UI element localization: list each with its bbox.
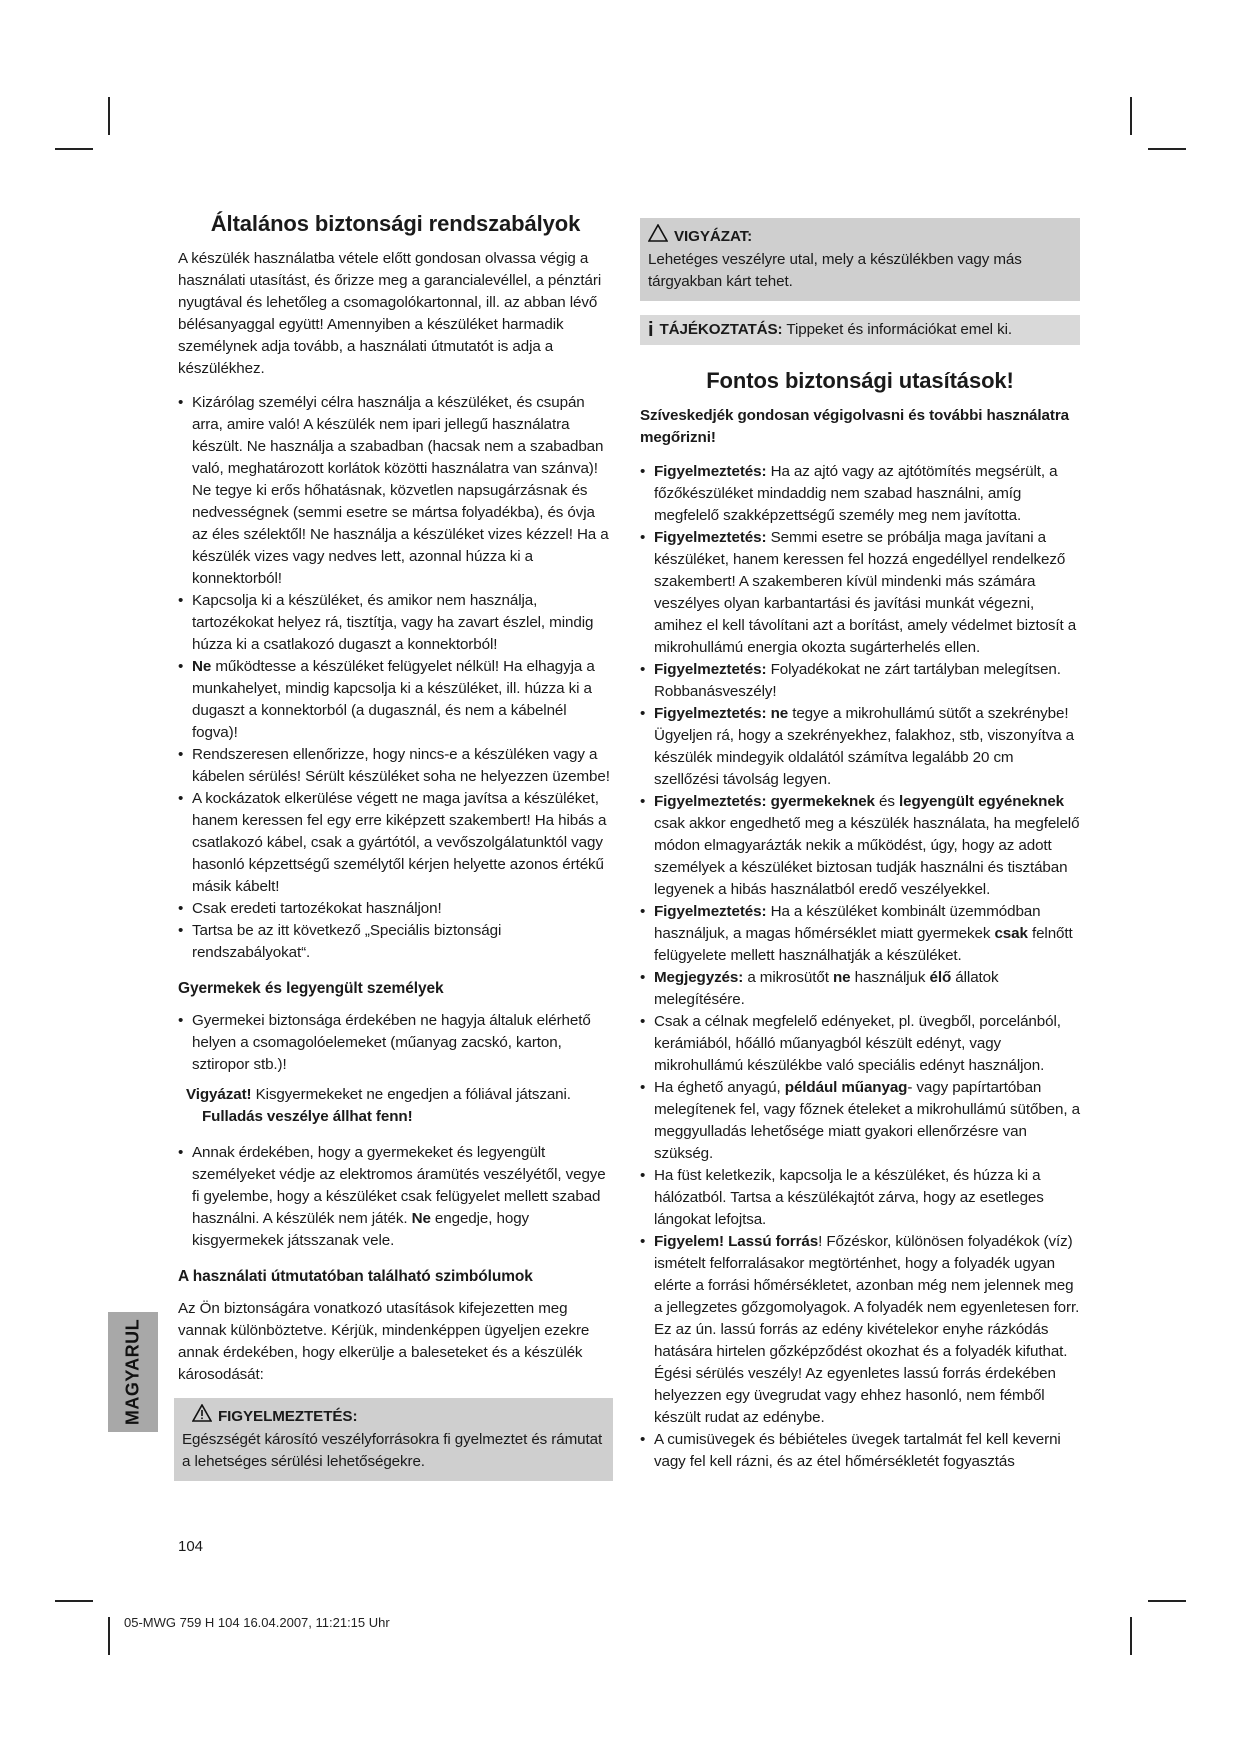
- list-item-bold: Megjegyzés:: [654, 969, 744, 986]
- list-item-text: Rendszeresen ellenőrizze, hogy nincs-e a készüléken vagy a kábelen sérülés! Sérült készüléket soha ne helyezzen üzembe!: [192, 746, 610, 785]
- list-item-text: Annak érdekében, hogy a gyermekeket és legyengült személyeket védje az elektromos áramütés veszélyétől, vegye fi gyelembe, hogy a készüléket csak felügyelet mellett szabad használni. A készülék nem játék.: [192, 1144, 606, 1227]
- crop-mark: [1148, 1600, 1186, 1602]
- lead-bold: Szíveskedjék gondosan végigolvasni és további használatra megőrizni!: [640, 407, 1069, 446]
- list-item: [178, 744, 613, 788]
- list-item: [640, 967, 1080, 1011]
- list-item-bold: Figyelmeztetés:: [654, 463, 767, 480]
- list-item-text: Folyadékokat ne zárt tartályban melegítsen. Robbanásveszély!: [654, 661, 1061, 700]
- crop-mark: [1148, 148, 1186, 150]
- list-item-bold: Ne: [411, 1210, 431, 1227]
- figyelmeztetes-label: FIGYELMEZTETÉS:: [218, 1407, 358, 1425]
- list-item-bold: ne: [832, 969, 851, 986]
- symbols-heading: A használati útmutatóban található szimbólumok: [178, 1268, 533, 1285]
- list-item: [178, 590, 613, 656]
- list-item-text: Ha füst keletkezik, kapcsolja le a készüléket, és húzza ki a hálózatból. Tartsa a készülékajtót zárva, hogy az esetleges lángokat lefojtsa.: [654, 1167, 1044, 1228]
- vigyazat-box: [640, 218, 1080, 301]
- crop-mark: [1130, 1617, 1132, 1655]
- info-label: TÁJÉKOZTATÁS:: [659, 321, 783, 338]
- list-item: [178, 1010, 613, 1076]
- list-item: [640, 1231, 1080, 1429]
- list-item-text: ! Főzéskor, különösen folyadékok (víz) ismételt felforralásakor megtörténhet, hogy a folyadék ugyan elérte a forrási hőmérsékletet, azonban még nem jelennek meg a jellegzetes gőzgomolyagok. A folyadék nem egyenletesen forr. Ez az ún. lassú forrás az edény kivételekor enyhe rázkódás hatására hirtelen gőzképződést okozhat és a folyadék kifuthat. Égési sérülés veszély! Az egyenletes lassú forrás érdekében helyezzen egy üvegrudat vagy ehhez hasonló, nem fémből készült rudat az edénybe.: [654, 1233, 1080, 1426]
- list-item: [640, 1429, 1080, 1473]
- list-item-text: Csak a célnak megfelelő edényeket, pl. üvegből, porcelánból, kerámiából, hőálló műanyagból készült edényt, vagy mikrohullámú készülékbe való speciális edényt használjon.: [654, 1013, 1061, 1074]
- crop-mark: [55, 148, 93, 150]
- list-item: [640, 901, 1080, 967]
- list-item: [640, 1165, 1080, 1231]
- list-item: [178, 898, 613, 920]
- list-item-bold: Figyelmeztetés:: [654, 903, 767, 920]
- language-label: MAGYARUL: [122, 1318, 143, 1426]
- list-item: [178, 1142, 613, 1252]
- list-item-text: engedje, hogy kisgyermekek játsszanak vele.: [192, 1210, 530, 1249]
- list-item-text: Ha a készüléket kombinált üzemmódban használjuk, a magas hőmérséklet miatt gyermekek: [654, 903, 1041, 942]
- crop-mark: [108, 1617, 110, 1655]
- list-item-text: Ha éghető anyagú,: [654, 1079, 785, 1096]
- figyelmeztetes-box: [174, 1398, 613, 1481]
- list-item-text: A cumisüvegek és bébiételes üvegek tartalmát fel kell keverni vagy fel kell rázni, és az étel hőmérsékletét fogyasztás: [654, 1431, 1061, 1470]
- list-item: [640, 1077, 1080, 1165]
- crop-mark: [55, 1600, 93, 1602]
- warning-bold: Vigyázat!: [186, 1086, 252, 1103]
- list-item-bold: Figyelmeztetés:: [654, 661, 767, 678]
- general-rules-list: [178, 392, 613, 964]
- warning-text: Kisgyermekeket ne engedjen a fóliával játszani.: [251, 1086, 571, 1103]
- crop-mark: [1130, 97, 1132, 135]
- page-number: 104: [178, 1538, 204, 1555]
- list-item: [178, 656, 613, 744]
- suffocation-warning: [186, 1084, 613, 1128]
- list-item-text: csak akkor engedhető meg a készülék használata, ha megfelelő módon elmagyarázták nekik a működést, úgy, hogy az adott személyek a készüléket biztosan tudják használni és tisztában legyenek a hibás használatból eredő veszélyekkel.: [654, 815, 1080, 898]
- left-column: [178, 210, 613, 1493]
- important-safety-list: [640, 461, 1080, 1473]
- children-list-1: [178, 1010, 613, 1076]
- list-item: [178, 920, 613, 964]
- important-safety-title: Fontos biztonsági utasítások!: [706, 368, 1014, 393]
- right-column: [640, 218, 1080, 1487]
- vigyazat-header: [648, 224, 1072, 249]
- info-bar: [640, 315, 1080, 345]
- vigyazat-text: Lehetéges veszélyre utal, mely a készülékben vagy más tárgyakban kárt tehet.: [648, 251, 1022, 290]
- list-item-text: tegye a mikrohullámú sütőt a szekrénybe! Ügyeljen rá, hogy a szekrényekhez, falakhoz, stb, viszonyítva a készülék mindegyik oldalától számítva legalább 20 cm szellőzési távolság legyen.: [654, 705, 1075, 788]
- list-item-text: a mikrosütőt: [743, 969, 833, 986]
- intro-paragraph: A készülék használatba vétele előtt gondosan olvassa végig a használati utasítást, és őrizze meg a garancialevéllel, a pénztári nyugtával és lehetőleg a csomagolókartonnal, ill. az abban lévő bélésanyaggal együtt! Amennyiben a készüléket harmadik személynek adja tovább, a használati útmutatót is adja a készülékhez.: [178, 250, 602, 377]
- list-item: [178, 788, 613, 898]
- list-item-bold: Ne: [192, 658, 212, 675]
- list-item-text: Ha az ajtó vagy az ajtótömítés megsérült, a főzőkészüléket mindaddig nem szabad használni, amíg megfelelő szakképzettségű személy meg nem javította.: [654, 463, 1058, 524]
- figyelmeztetes-text: Egészségét károsító veszélyforrásokra fi gyelmeztet és rámutat a lehetséges sérülési lehetőségekre.: [182, 1431, 603, 1470]
- children-heading: Gyermekek és legyengült személyek: [178, 980, 444, 997]
- print-footer: 05-MWG 759 H 104 16.04.2007, 11:21:15 Uhr: [124, 1615, 390, 1630]
- warning-bold-2: Fulladás veszélye állhat fenn!: [202, 1108, 413, 1125]
- list-item-text: és: [874, 793, 899, 810]
- symbols-paragraph: Az Ön biztonságára vonatkozó utasítások kifejezetten meg vannak különböztetve. Kérjük, mindenképpen ügyeljen ezekre annak érdekében, hogy elkerülje a baleseteket és a készülék károsodását:: [178, 1300, 590, 1383]
- list-item: [640, 1011, 1080, 1077]
- list-item-bold: Figyelmeztetés: ne: [654, 705, 789, 722]
- caution-triangle-icon: [648, 224, 668, 249]
- list-item-text: Tartsa be az itt következő „Speciális biztonsági rendszabályokat“.: [192, 922, 502, 961]
- list-item: [640, 703, 1080, 791]
- list-item-text: felnőtt felügyelete mellett használhatják a készüléket.: [654, 925, 1073, 964]
- list-item-text: - vagy papírtartóban melegítenek fel, vagy főznek ételeket a mikrohullámú sütőben, a meggyulladás lehetősége miatt gyakori ellenőrzésre van szükség.: [654, 1079, 1080, 1162]
- list-item: [640, 791, 1080, 901]
- list-item-text: Kapcsolja ki a készüléket, és amikor nem használja, tartozékokat helyez rá, tisztítja, vagy ha zavart észlel, mindig húzza ki a csatlakozó dugaszt a konnektorból!: [192, 592, 594, 653]
- children-list-2: [178, 1142, 613, 1252]
- list-item-bold: Figyelem! Lassú forrás: [654, 1233, 819, 1250]
- list-item: [640, 659, 1080, 703]
- list-item: [640, 527, 1080, 659]
- lead-text: [640, 405, 1080, 449]
- list-item-bold: Figyelmeztetés:: [654, 529, 767, 546]
- list-item-text: Kizárólag személyi célra használja a készüléket, és csupán arra, amire való! A készülék nem ipari jellegű használatra készült. Ne használja a szabadban (hacsak nem a szabadban való, meghatározott korlátok közötti használatra van szánva)! Ne tegye ki erős hőhatásnak, közvetlen napsugárzásnak és nedvességnek (semmi esetre se mártsa folyadékba), és óvja az éles szélektől! Ne használja a készüléket vizes kézzel! Ha a készülék vizes vagy nedves lett, azonnal húzza ki a konnektorból!: [192, 394, 609, 587]
- list-item-bold: élő: [929, 969, 952, 986]
- language-side-tab: [108, 1312, 158, 1432]
- list-item-bold: csak: [994, 925, 1028, 942]
- warning-triangle-icon: [192, 1404, 212, 1429]
- list-item-text: használjuk: [850, 969, 930, 986]
- list-item-bold: legyengült egyéneknek: [899, 793, 1065, 810]
- list-item-text: A kockázatok elkerülése végett ne maga javítsa a készüléket, hanem keressen fel egy erre kiképzett szakembert! Ha hibás a csatlakozó kábel, csak a gyártótól, a vevőszolgálatunktól vagy hasonló képzettségű személytől kérjen helyette azonos értékű másik kábelt!: [192, 790, 607, 895]
- list-item: [640, 461, 1080, 527]
- general-safety-title: Általános biztonsági rendszabályok: [210, 211, 581, 236]
- list-item-bold: például műanyag: [784, 1079, 908, 1096]
- list-item-text: Semmi esetre se próbálja maga javítani a készüléket, hanem keressen fel hozzá engedéllyel rendelkező szakembert! A szakemberen kívül mindenki más számára veszélyes olyan karbantartási és javítási munkát végezni, amihez el kell távolítani azt a borítást, amely védelmet biztosít a mikrohullámú energia okozta sugárterhelés ellen.: [654, 529, 1077, 656]
- list-item-bold: Figyelmeztetés: gyermekeknek: [654, 793, 875, 810]
- info-icon: i: [648, 319, 654, 341]
- info-text: Tippeket és információkat emel ki.: [782, 321, 1012, 338]
- list-item-text: Gyermekei biztonsága érdekében ne hagyja általuk elérhető helyen a csomagolóelemeket (műanyag zacskó, karton, sztiropor stb.)!: [192, 1012, 591, 1073]
- list-item-text: állatok melegítésére.: [654, 969, 999, 1008]
- vigyazat-label: VIGYÁZAT:: [674, 227, 753, 245]
- crop-mark: [108, 97, 110, 135]
- list-item: [178, 392, 613, 590]
- list-item-text: működtesse a készüléket felügyelet nélkül! Ha elhagyja a munkahelyet, mindig kapcsolja ki a készüléket, ill. húzza ki a dugaszt a konnektorból (a dugasznál, és nem a kábelnél fogva)!: [192, 658, 595, 741]
- figyelmeztetes-header: [182, 1404, 605, 1429]
- list-item-text: Csak eredeti tartozékokat használjon!: [192, 900, 442, 917]
